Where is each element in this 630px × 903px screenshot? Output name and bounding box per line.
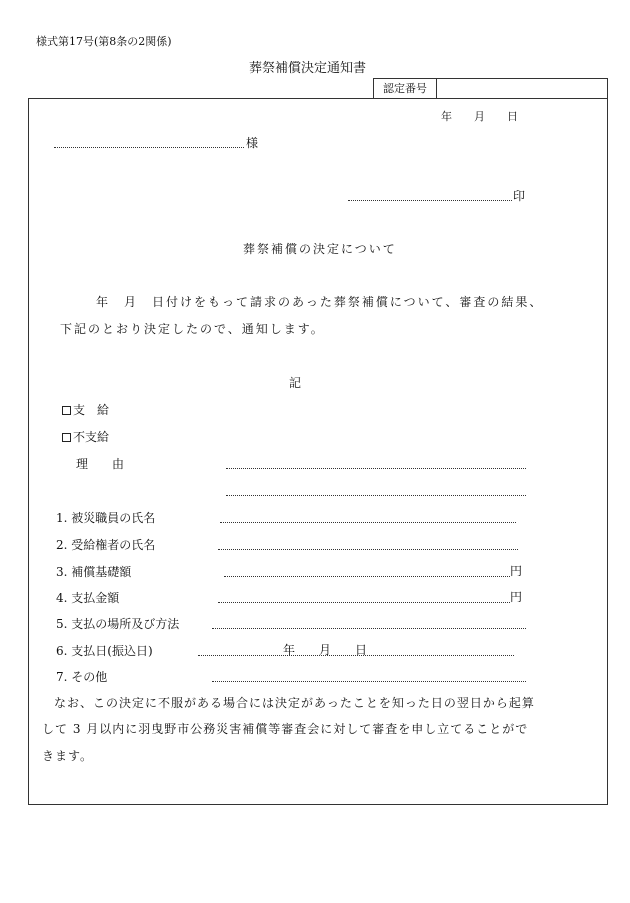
beneficiary-name-line[interactable] xyxy=(218,549,518,550)
item-other: 7. その他 xyxy=(56,670,108,684)
approval-number-box xyxy=(373,78,608,99)
approval-number-label: 認定番号 xyxy=(374,79,437,99)
reason-line-1[interactable] xyxy=(226,468,526,469)
reason-label: 理 由 xyxy=(76,457,125,471)
option-no-pay[interactable] xyxy=(62,431,109,443)
ki-heading: 記 xyxy=(289,376,302,390)
option-no-pay-label: 不支給 xyxy=(73,430,110,444)
payment-date-label: 年 月 日 xyxy=(283,643,368,657)
form-number: 様式第17号(第8条の2関係) xyxy=(36,35,172,48)
recipient-suffix: 様 xyxy=(246,136,259,150)
no-pay-checkbox[interactable] xyxy=(62,433,71,442)
subject: 葬祭補償の決定について xyxy=(243,242,397,256)
other-line[interactable] xyxy=(212,681,526,682)
form-title: 葬祭補償決定通知書 xyxy=(249,61,367,76)
base-amount-yen: 円 xyxy=(510,564,523,578)
reason-line-2[interactable] xyxy=(226,495,526,496)
base-amount-line[interactable] xyxy=(224,576,510,577)
payment-amount-line[interactable] xyxy=(218,602,510,603)
body-line-2: 下記のとおり決定したので、通知します。 xyxy=(60,322,325,336)
body-line-1: 年 月 日付けをもって請求のあった葬祭補償について、審査の結果、 xyxy=(96,295,544,309)
item-victim-name: 1. 被災職員の氏名 xyxy=(56,511,156,525)
seal-mark: 印 xyxy=(513,189,526,203)
item-payment-place: 5. 支払の場所及び方法 xyxy=(56,617,180,631)
payment-place-line[interactable] xyxy=(212,628,526,629)
approval-number-field[interactable] xyxy=(437,79,607,99)
notice-line-2: して 3 月以内に羽曳野市公務災害補償等審査会に対して審査を申し立てることがで xyxy=(42,722,529,736)
notice-line-1: なお、この決定に不服がある場合には決定があったことを知った日の翌日から起算 xyxy=(54,696,535,710)
option-pay-label: 支 給 xyxy=(73,403,110,417)
item-beneficiary-name: 2. 受給権者の氏名 xyxy=(56,538,156,552)
payment-amount-yen: 円 xyxy=(510,590,523,604)
item-payment-amount: 4. 支払金額 xyxy=(56,591,120,605)
item-base-amount: 3. 補償基礎額 xyxy=(56,565,132,579)
notice-line-3: きます。 xyxy=(42,749,94,763)
pay-checkbox[interactable] xyxy=(62,406,71,415)
item-payment-date: 6. 支払日(振込日) xyxy=(56,644,153,658)
issue-date: 年 月 日 xyxy=(441,110,518,123)
issuer-name-line[interactable] xyxy=(348,200,512,201)
recipient-name-line[interactable] xyxy=(54,147,244,148)
option-pay[interactable] xyxy=(62,404,109,416)
victim-name-line[interactable] xyxy=(220,522,516,523)
